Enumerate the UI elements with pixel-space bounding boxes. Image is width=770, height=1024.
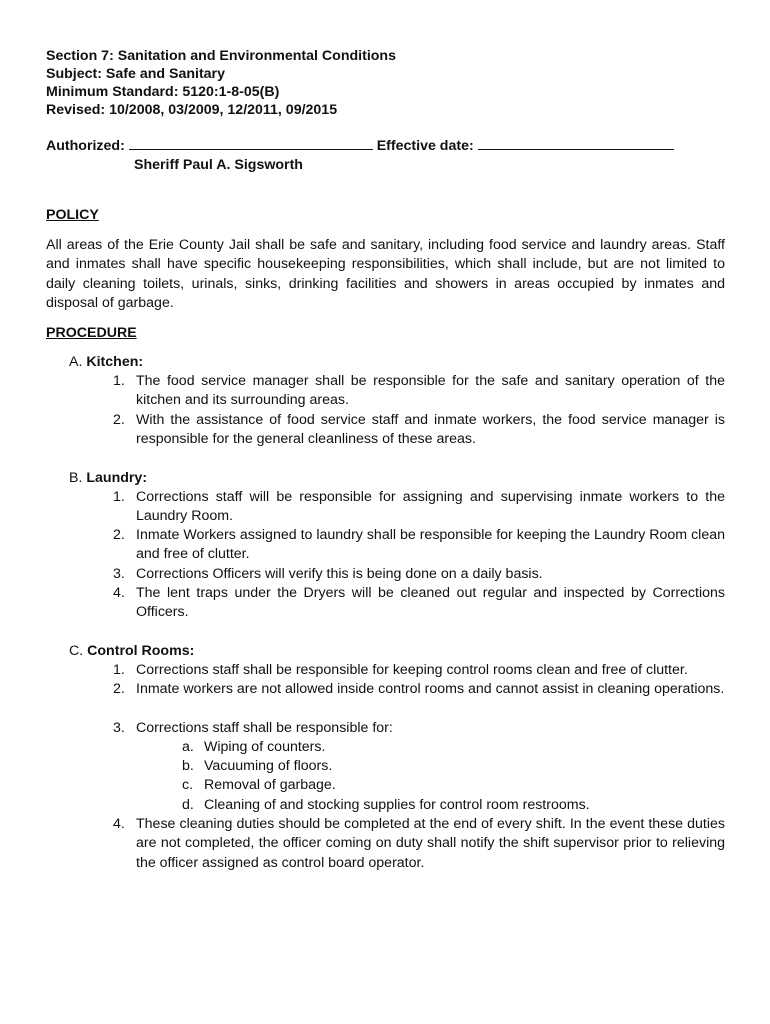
item-text: Inmate Workers assigned to laundry shall be responsible for keeping the Laundry Room clean and free of clutter. bbox=[136, 527, 725, 563]
effective-date-blank bbox=[478, 137, 674, 150]
authorized-signature-blank bbox=[129, 137, 373, 150]
list-item bbox=[113, 565, 725, 584]
sub-list-item bbox=[182, 796, 590, 815]
item-text: The food service manager shall be responsible for the safe and sanitary operation of the kitchen and its surrounding areas. bbox=[136, 373, 725, 409]
item-number: 1. bbox=[113, 373, 125, 389]
section-title-control-rooms: Control Rooms: bbox=[87, 643, 195, 659]
sub-list-item bbox=[182, 738, 325, 757]
sub-list-item bbox=[182, 776, 336, 795]
section-title-laundry: Laundry: bbox=[86, 470, 148, 486]
item-text: The lent traps under the Dryers will be cleaned out regular and inspected by Corrections Officers. bbox=[136, 585, 725, 621]
list-item bbox=[113, 526, 725, 565]
item-number: 2. bbox=[113, 527, 125, 543]
section-control-rooms bbox=[69, 642, 194, 661]
section-laundry bbox=[69, 469, 147, 488]
list-item bbox=[113, 584, 725, 623]
item-text: Inmate workers are not allowed inside control rooms and cannot assist in cleaning operations. bbox=[136, 681, 725, 697]
section-letter: A. bbox=[69, 354, 83, 370]
sub-list-item bbox=[182, 757, 332, 776]
section-letter: C. bbox=[69, 643, 84, 659]
section-kitchen bbox=[69, 353, 143, 372]
sub-item-letter: c. bbox=[182, 777, 194, 793]
list-item bbox=[113, 411, 725, 450]
list-item bbox=[113, 372, 725, 411]
subject-line: Subject: Safe and Sanitary bbox=[46, 66, 225, 82]
list-item bbox=[113, 661, 725, 680]
item-text: Corrections staff shall be responsible for keeping control rooms clean and free of clutter. bbox=[136, 662, 688, 678]
item-number: 2. bbox=[113, 681, 125, 697]
list-item bbox=[113, 719, 725, 738]
item-number: 2. bbox=[113, 412, 125, 428]
procedure-heading: PROCEDURE bbox=[46, 325, 137, 341]
sub-item-text: Removal of garbage. bbox=[204, 777, 336, 793]
effective-date-label: Effective date: bbox=[376, 138, 474, 154]
signatory-name: Sheriff Paul A. Sigsworth bbox=[134, 157, 303, 173]
list-item bbox=[113, 680, 725, 699]
sub-item-text: Wiping of counters. bbox=[204, 739, 326, 755]
item-text: Corrections staff shall be responsible for: bbox=[136, 720, 393, 736]
revised-line: Revised: 10/2008, 03/2009, 12/2011, 09/2015 bbox=[46, 102, 338, 118]
item-text: These cleaning duties should be completed at the end of every shift. In the event these duties are not completed, the officer coming on duty shall notify the shift supervisor prior to relieving the officer assigned as control board operator. bbox=[136, 816, 725, 871]
authorization-line bbox=[46, 137, 674, 155]
item-number: 3. bbox=[113, 720, 125, 736]
item-text: With the assistance of food service staff and inmate workers, the food service manager is responsible for the general cleanliness of these areas. bbox=[136, 412, 725, 448]
policy-text: All areas of the Erie County Jail shall be safe and sanitary, including food service and laundry areas. Staff and inmates shall have specific housekeeping responsibilities, which shall include, but are not limited to daily cleaning toilets, urinals, sinks, drinking facilities and showers in areas occupied by inmates and disposal of garbage. bbox=[46, 237, 725, 312]
item-number: 4. bbox=[113, 585, 125, 601]
item-text: Corrections staff will be responsible for assigning and supervising inmate workers to the Laundry Room. bbox=[136, 489, 725, 525]
item-number: 3. bbox=[113, 566, 125, 582]
sub-item-text: Vacuuming of floors. bbox=[204, 758, 333, 774]
item-number: 4. bbox=[113, 816, 125, 832]
section-letter: B. bbox=[69, 470, 83, 486]
sub-item-text: Cleaning of and stocking supplies for control room restrooms. bbox=[204, 797, 590, 813]
list-item bbox=[113, 815, 725, 873]
sub-item-letter: b. bbox=[182, 758, 194, 774]
sub-item-letter: a. bbox=[182, 739, 194, 755]
section-title-kitchen: Kitchen: bbox=[86, 354, 144, 370]
list-item bbox=[113, 488, 725, 527]
item-text: Corrections Officers will verify this is being done on a daily basis. bbox=[136, 566, 543, 582]
policy-heading: POLICY bbox=[46, 207, 99, 223]
section-title: Section 7: Sanitation and Environmental Conditions bbox=[46, 48, 396, 64]
item-number: 1. bbox=[113, 489, 125, 505]
minimum-standard-line: Minimum Standard: 5120:1-8-05(B) bbox=[46, 84, 280, 100]
authorized-label: Authorized: bbox=[46, 138, 125, 154]
sub-item-letter: d. bbox=[182, 797, 194, 813]
item-number: 1. bbox=[113, 662, 125, 678]
